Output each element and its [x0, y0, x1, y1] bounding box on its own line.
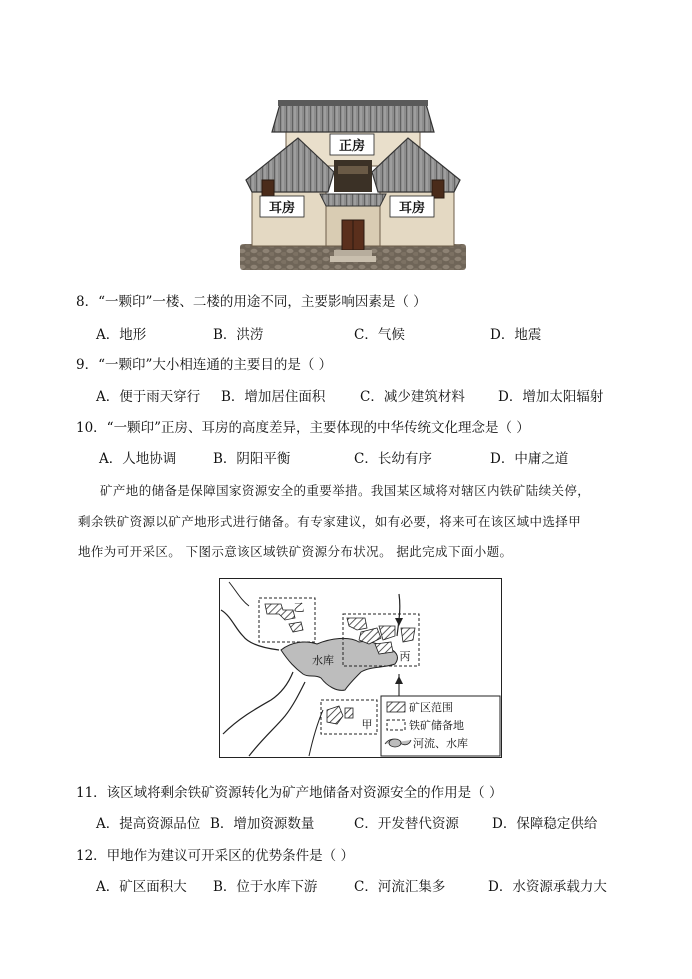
- label-main-house: 正房: [338, 139, 366, 154]
- label-site-bing: 丙: [399, 650, 411, 663]
- q10-option-c: C．长幼有序: [354, 451, 432, 467]
- passage-line-3: 地作为可开采区。 下图示意该区域铁矿资源分布状况。 据此完成下面小题。: [78, 544, 513, 559]
- question-10-stem: 10．“一颗印”正房、耳房的高度差异，主要体现的中华传统文化理念是（ ）: [76, 420, 530, 436]
- q8-option-a: A．地形: [96, 327, 147, 343]
- passage-line-2: 剩余铁矿资源以矿产地形式进行储备。有专家建议，如有必要，将来可在该区域中选择甲: [78, 514, 582, 529]
- passage-line-1: 矿产地的储备是保障国家资源安全的重要举措。我国某区域将对辖区内铁矿陆续关停，: [100, 483, 591, 498]
- label-right-wing: 耳房: [398, 201, 426, 216]
- question-8-stem: 8．“一颗印”一楼、二楼的用途不同，主要影响因素是（ ）: [76, 294, 427, 310]
- q10-option-d: D．中庸之道: [490, 451, 569, 467]
- q11-option-b: B．增加资源数量: [210, 816, 315, 832]
- q12-option-a: A．矿区面积大: [96, 879, 187, 895]
- q9-option-a: A．便于雨天穿行: [96, 389, 201, 405]
- q12-option-b: B．位于水库下游: [213, 879, 318, 895]
- legend-reserve-site: 铁矿储备地: [409, 719, 464, 732]
- q10-option-a: A．人地协调: [99, 451, 177, 467]
- q11-option-d: D．保障稳定供给: [492, 816, 598, 832]
- q9-option-c: C．减少建筑材料: [360, 389, 465, 405]
- q8-option-d: D．地震: [490, 327, 542, 343]
- iron-ore-map: [219, 578, 502, 758]
- label-site-jia: 甲: [361, 718, 373, 731]
- q8-option-b: B．洪涝: [213, 327, 264, 343]
- q9-option-d: D．增加太阳辐射: [498, 389, 604, 405]
- q11-option-a: A．提高资源品位: [96, 816, 201, 832]
- question-11-stem: 11．该区域将剩余铁矿资源转化为矿产地储备对资源安全的作用是（ ）: [76, 785, 503, 801]
- q12-option-c: C．河流汇集多: [354, 879, 446, 895]
- question-12-stem: 12．甲地作为建议可开采区的优势条件是（ ）: [76, 848, 354, 864]
- q9-option-b: B．增加居住面积: [221, 389, 326, 405]
- house-figure: [238, 96, 468, 274]
- label-left-wing: 耳房: [268, 201, 296, 216]
- q11-option-c: C．开发替代资源: [354, 816, 459, 832]
- q8-option-c: C．气候: [354, 327, 405, 343]
- label-reservoir: 水库: [312, 654, 334, 667]
- legend-river-reservoir: 河流、水库: [413, 737, 468, 750]
- legend-mine-area: 矿区范围: [409, 701, 453, 714]
- label-site-yi: 乙: [293, 601, 305, 614]
- q12-option-d: D．水资源承载力大: [488, 879, 607, 895]
- question-9-stem: 9．“一颗印”大小相连通的主要目的是（ ）: [76, 357, 333, 373]
- q10-option-b: B．阴阳平衡: [213, 451, 291, 467]
